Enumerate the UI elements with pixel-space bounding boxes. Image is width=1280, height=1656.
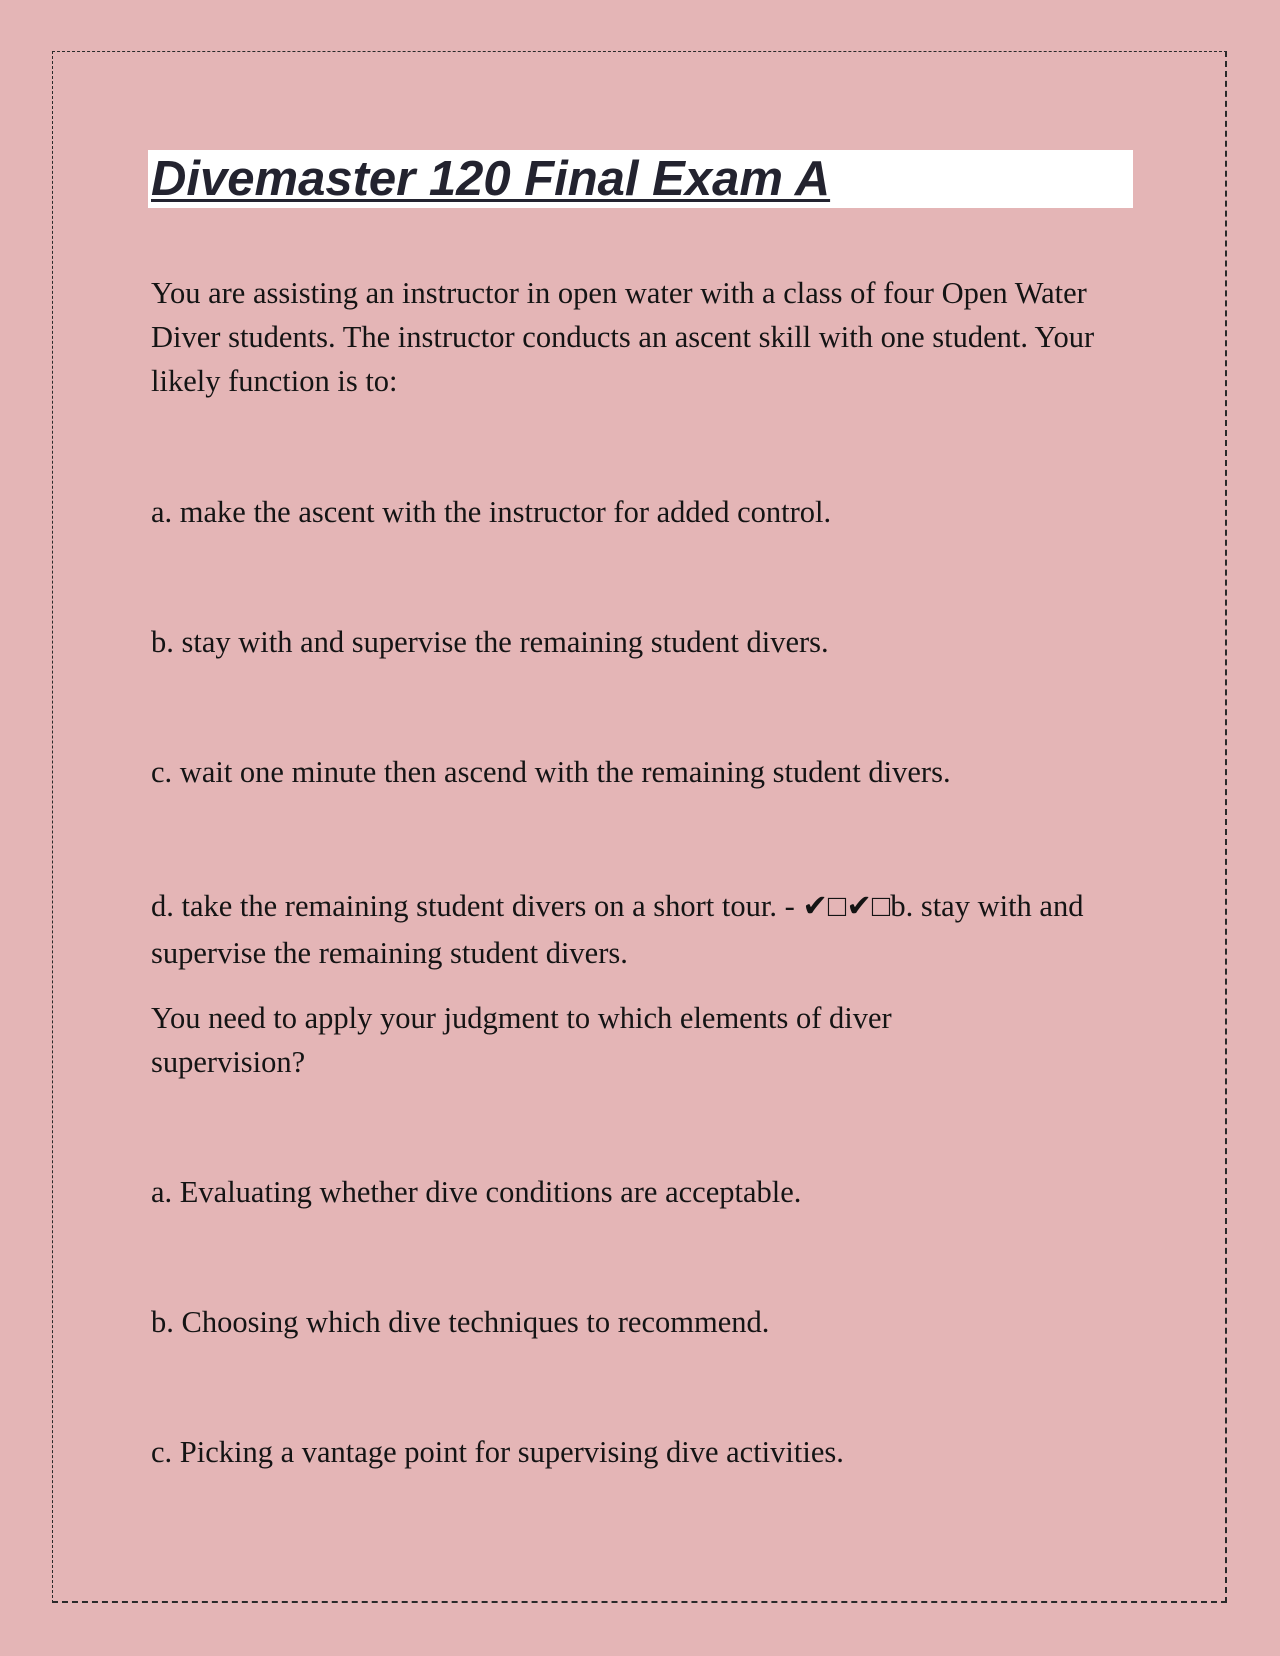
question-2-option-a: a. Evaluating whether dive conditions are acceptable. [151, 1175, 802, 1209]
question-2-option-b: b. Choosing which dive techniques to recommend. [151, 1305, 770, 1339]
question-1-option-c: c. wait one minute then ascend with the remaining student divers. [151, 755, 951, 789]
document-title: Divemaster 120 Final Exam A [151, 152, 831, 206]
question-2-prompt: You need to apply your judgment to which elements of diver supervision? [151, 1001, 892, 1079]
question-1-option-a: a. make the ascent with the instructor for added control. [151, 495, 832, 529]
question-1-prompt: You are assisting an instructor in open water with a class of four Open Water Diver students. The instructor conducts an ascent skill with one student. Your likely function is to: [151, 276, 1095, 398]
question-1-option-b: b. stay with and supervise the remaining student divers. [151, 625, 829, 659]
question-1-option-d-with-answer: d. take the remaining student divers on a short tour. - ✔□✔□b. stay with and supervise the remaining student divers. [151, 889, 1084, 970]
question-2-option-c: c. Picking a vantage point for supervising dive activities. [151, 1435, 844, 1469]
